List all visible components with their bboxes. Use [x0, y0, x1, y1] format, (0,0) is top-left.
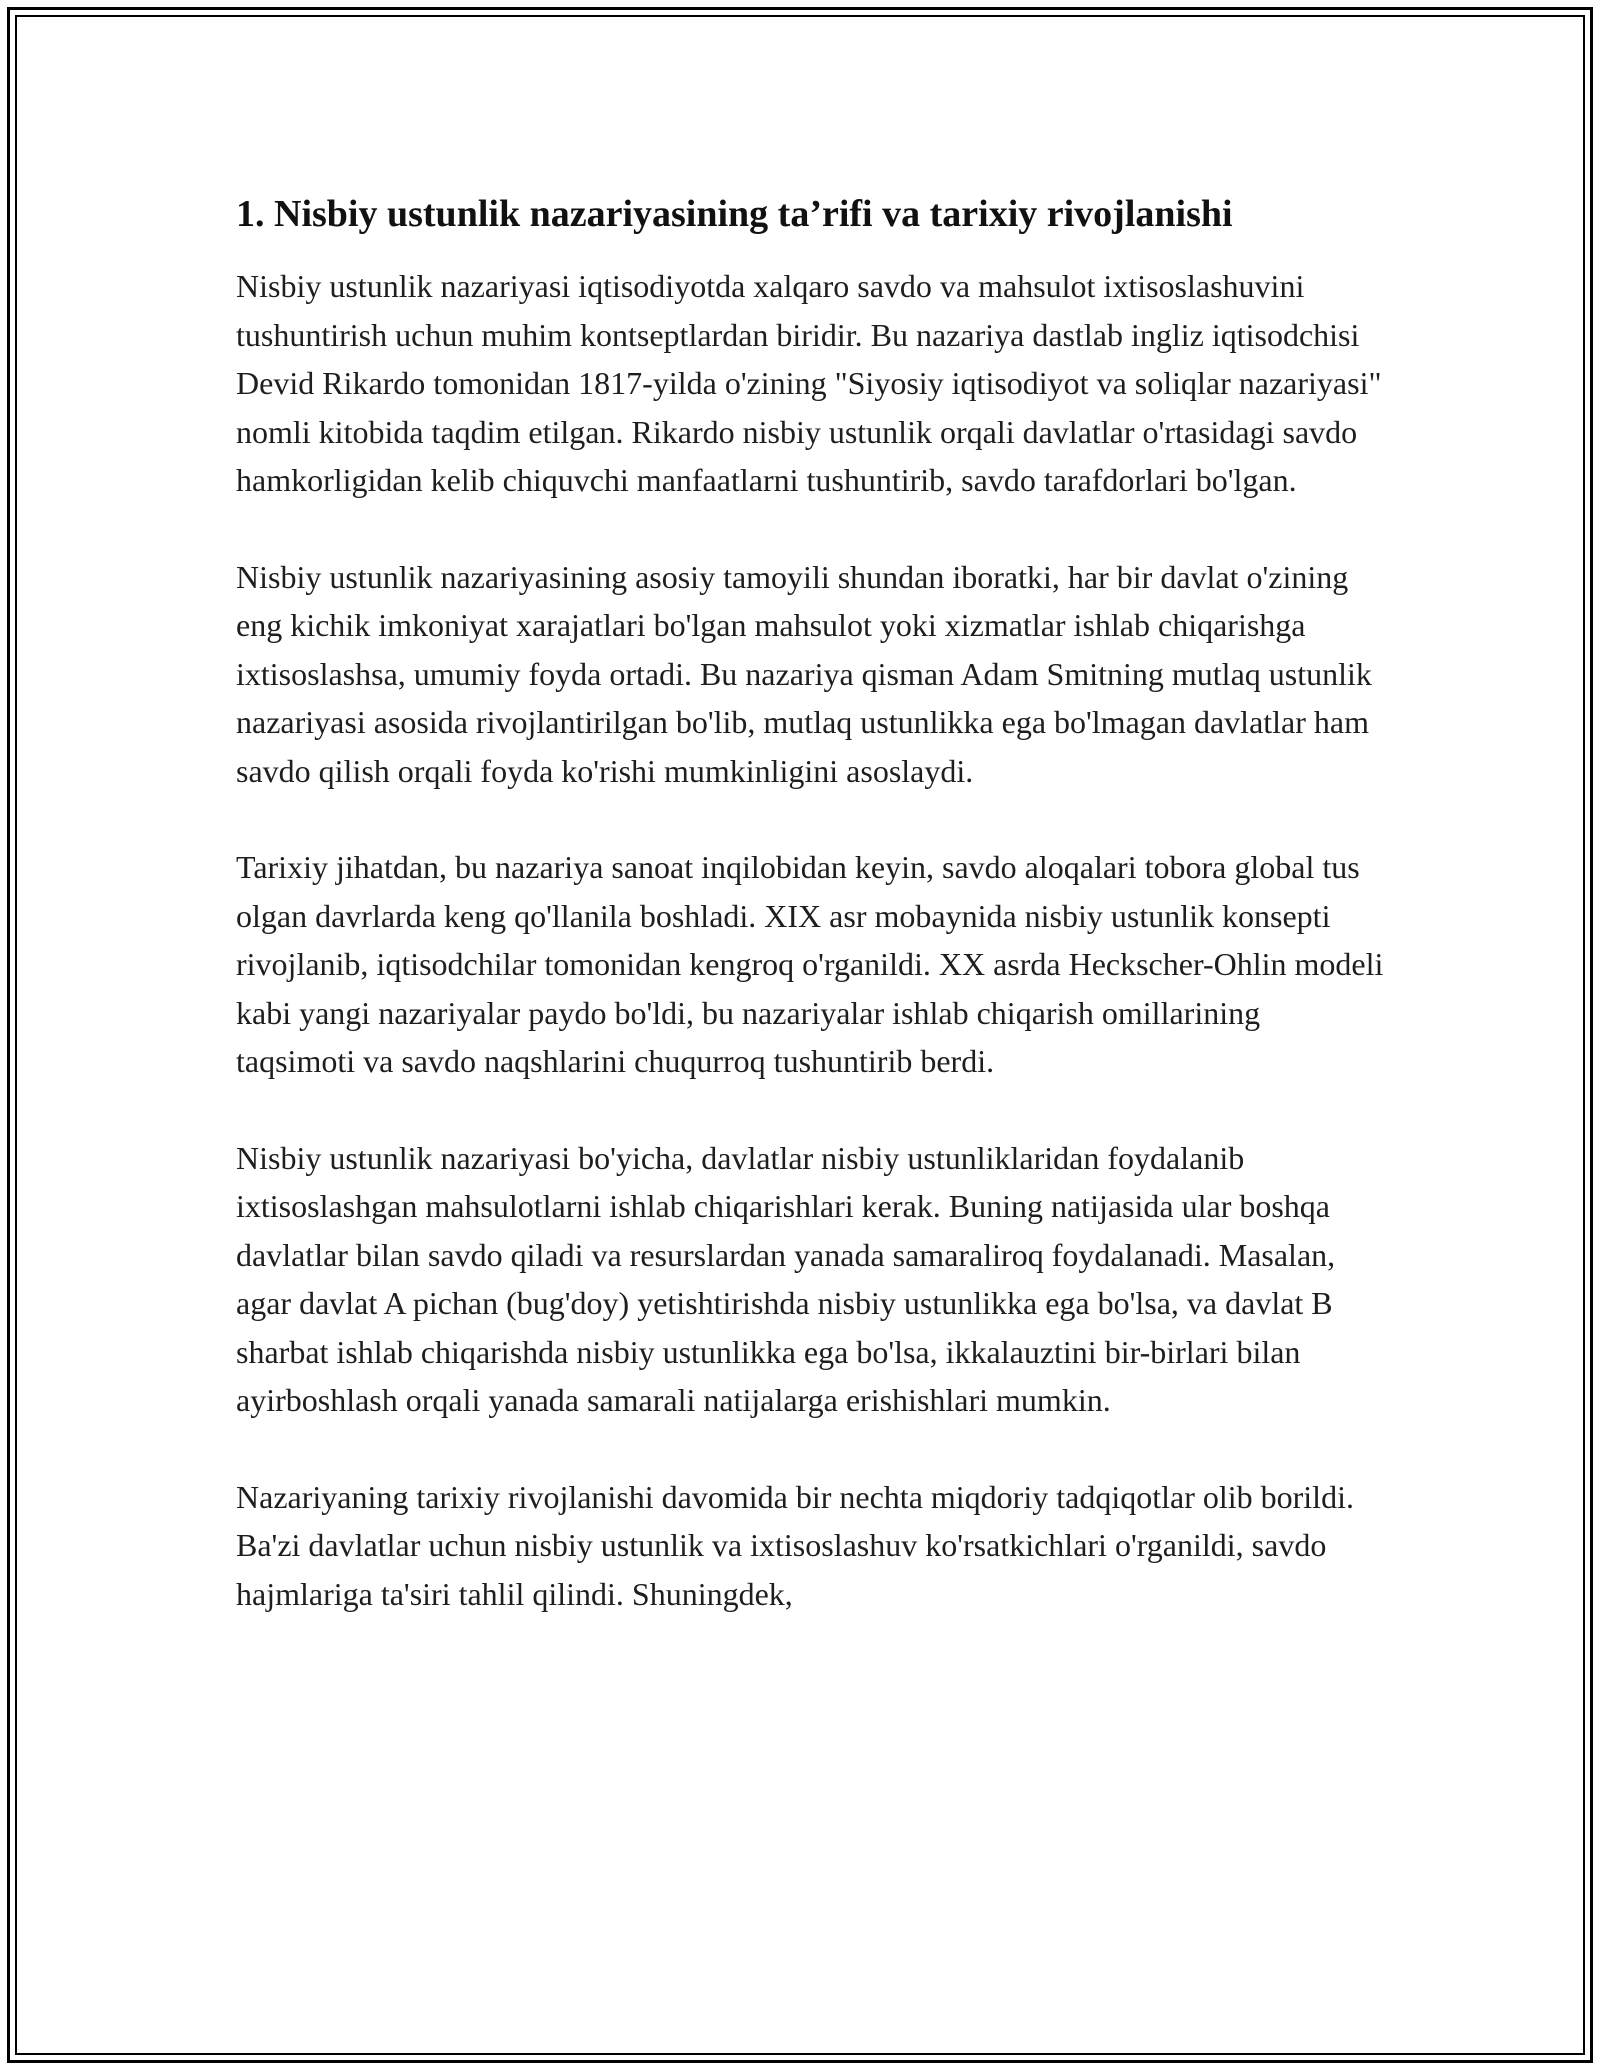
paragraph: Nisbiy ustunlik nazariyasi iqtisodiyotda xalqaro savdo va mahsulot ixtisoslashuvini tushuntirish uchun muhim kontseptlardan biridir. Bu nazariya dastlab ingliz iqtisodchisi Devid Rikardo tomonidan 1817-yilda o'zining "Siyosiy iqtisodiyot va soliqlar nazariyasi" nomli kitobida taqdim etilgan. Rikardo nisbiy ustunlik orqali davlatlar o'rtasidagi savdo hamkorligidan kelib chiquvchi manfaatlarni tushuntirib, savdo tarafdorlari bo'lgan. — [236, 268, 1382, 498]
paragraph: Nisbiy ustunlik nazariyasi bo'yicha, davlatlar nisbiy ustunliklaridan foydalanib ixtisoslashgan mahsulotlarni ishlab chiqarishlari kerak. Buning natijasida ular boshqa davlatlar bilan savdo qiladi va resurslardan yanada samaraliroq foydalanadi. Masalan, agar davlat A pichan (bug'doy) yetishtirishda nisbiy ustunlikka ega bo'lsa, va davlat B sharbat ishlab chiqarishda nisbiy ustunlikka ega bo'lsa, ikkalauztini bir-birlari bilan ayirboshlash orqali yanada samarali natijalarga erishishlari mumkin. — [236, 1139, 1336, 1418]
paragraph: Nazariyaning tarixiy rivojlanishi davomida bir nechta miqdoriy tadqiqotlar olib borildi. Ba'zi davlatlar uchun nisbiy ustunlik va ixtisoslashuv ko'rsatkichlari o'rganildi, savdo hajmlariga ta'siri tahlil qilindi. Shuningdek, — [236, 1478, 1354, 1612]
document-body — [236, 188, 1386, 1666]
paragraph: Tarixiy jihatdan, bu nazariya sanoat inqilobidan keyin, savdo aloqalari tobora global tus olgan davrlarda keng qo'llanila boshladi. XIX asr mobaynida nisbiy ustunlik konsepti rivojlanib, iqtisodchilar tomonidan kengroq o'rganildi. XX asrda Heckscher-Ohlin modeli kabi yangi nazariyalar paydo bo'ldi, bu nazariyalar ishlab chiqarish omillarining taqsimoti va savdo naqshlarini chuqurroq tushuntirib berdi. — [236, 849, 1384, 1079]
section-heading: 1. Nisbiy ustunlik nazariyasining ta’rifi va tarixiy rivojlanishi — [236, 193, 1233, 235]
paragraph: Nisbiy ustunlik nazariyasining asosiy tamoyili shundan iboratki, har bir davlat o'zining eng kichik imkoniyat xarajatlari bo'lgan mahsulot yoki xizmatlar ishlab chiqarishga ixtisoslashsa, umumiy foyda ortadi. Bu nazariya qisman Adam Smitning mutlaq ustunlik nazariyasi asosida rivojlantirilgan bo'lib, mutlaq ustunlikka ega bo'lmagan davlatlar ham savdo qilish orqali foyda ko'rishi mumkinligini asoslaydi. — [236, 558, 1372, 789]
